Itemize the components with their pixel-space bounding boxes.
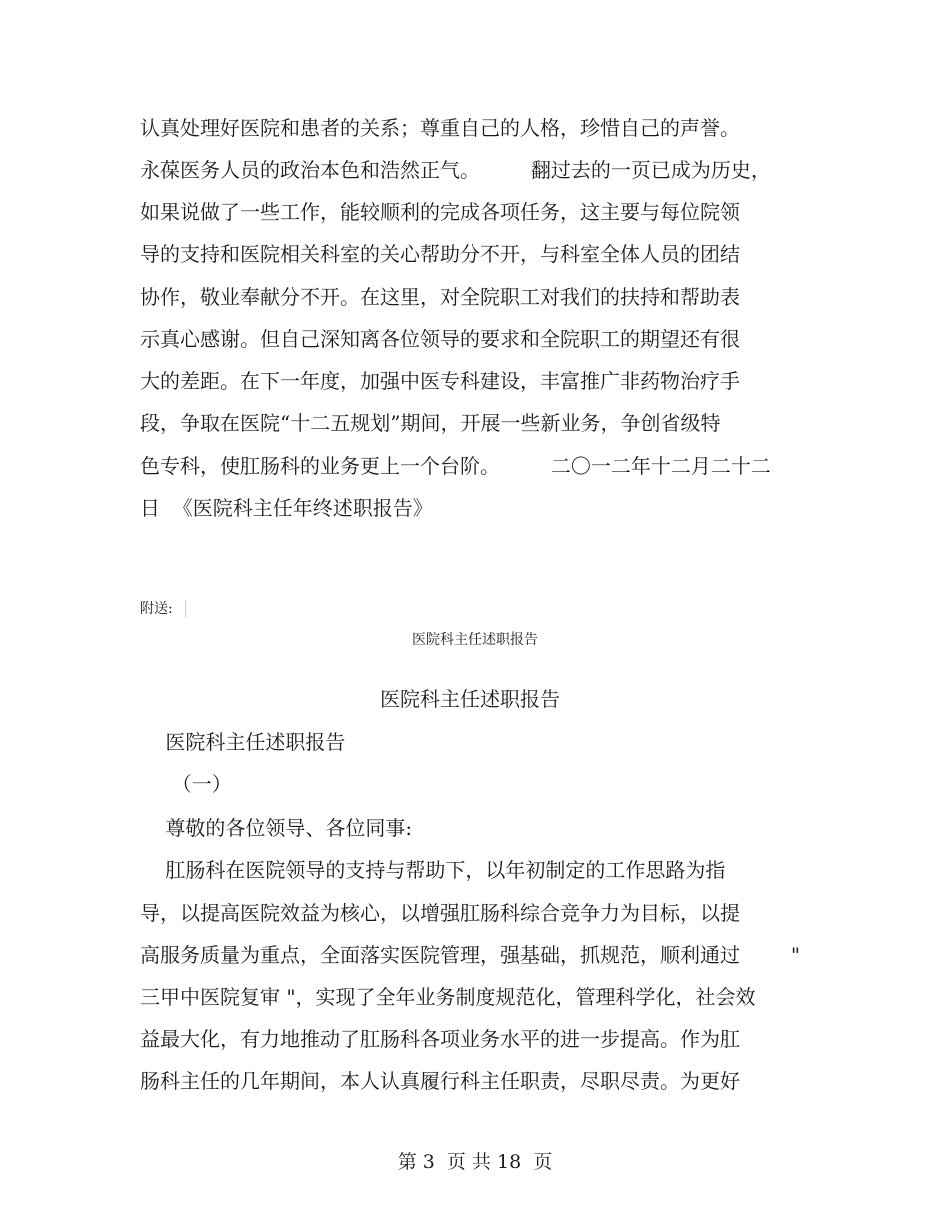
text-line: （一） — [140, 772, 232, 796]
page-footer: 第 3 页 共 18 页 — [397, 1151, 553, 1173]
text-line: 高服务质量为重点，全面落实医院管理，强基础，抓规范，顺利通过 " — [140, 943, 801, 967]
text-line: 色专科，使肛肠科的业务更上一个台阶。 二〇一二年十二月二十二 — [140, 454, 771, 478]
text-line: 日 《医院科主任年终述职报告》 — [140, 496, 433, 520]
section-heading-small: 医院科主任述职报告 — [412, 632, 538, 648]
text-line: 肛肠科在医院领导的支持与帮助下，以年初制定的工作思路为指 — [140, 858, 726, 882]
text-line: 永葆医务人员的政治本色和浩然正气。 翻过去的一页已成为历史， — [140, 158, 771, 182]
text-line: 大的差距。在下一年度，加强中医专科建设，丰富推广非药物治疗手 — [140, 369, 740, 393]
text-line: 导的支持和医院相关科室的关心帮助分不开，与科室全体人员的团结 — [140, 242, 740, 266]
text-line: 益最大化，有力地推动了肛肠科各项业务水平的进一步提高。作为肛 — [140, 1027, 740, 1051]
text-line: 如果说做了一些工作，能较顺利的完成各项任务，这主要与每位院领 — [140, 200, 740, 224]
text-line: 示真心感谢。但自己深知离各位领导的要求和全院职工的期望还有很 — [140, 327, 740, 351]
text-line: 认真处理好医院和患者的关系；尊重自己的人格，珍惜自己的声誉。 — [140, 116, 740, 140]
text-line: 肠科主任的几年期间，本人认真履行科主任职责，尽职尽责。为更好 — [140, 1069, 740, 1093]
text-line: 段，争取在医院“十二五规划”期间，开展一些新业务，争创省级特 — [140, 411, 721, 435]
text-line: 医院科主任述职报告 — [140, 730, 346, 754]
attachment-label: 附送: — [140, 600, 186, 618]
salutation: 尊敬的各位领导、各位同事: — [140, 816, 413, 840]
document-title: 医院科主任述职报告 — [380, 687, 560, 711]
text-line: 导，以提高医院效益为核心，以增强肛肠科综合竞争力为目标，以提 — [140, 901, 740, 925]
text-line: 协作，敬业奉献分不开。在这里，对全院职工对我们的扶持和帮助表 — [140, 285, 740, 309]
text-line: 三甲中医院复审 "，实现了全年业务制度规范化，管理科学化，社会效 — [140, 985, 756, 1009]
